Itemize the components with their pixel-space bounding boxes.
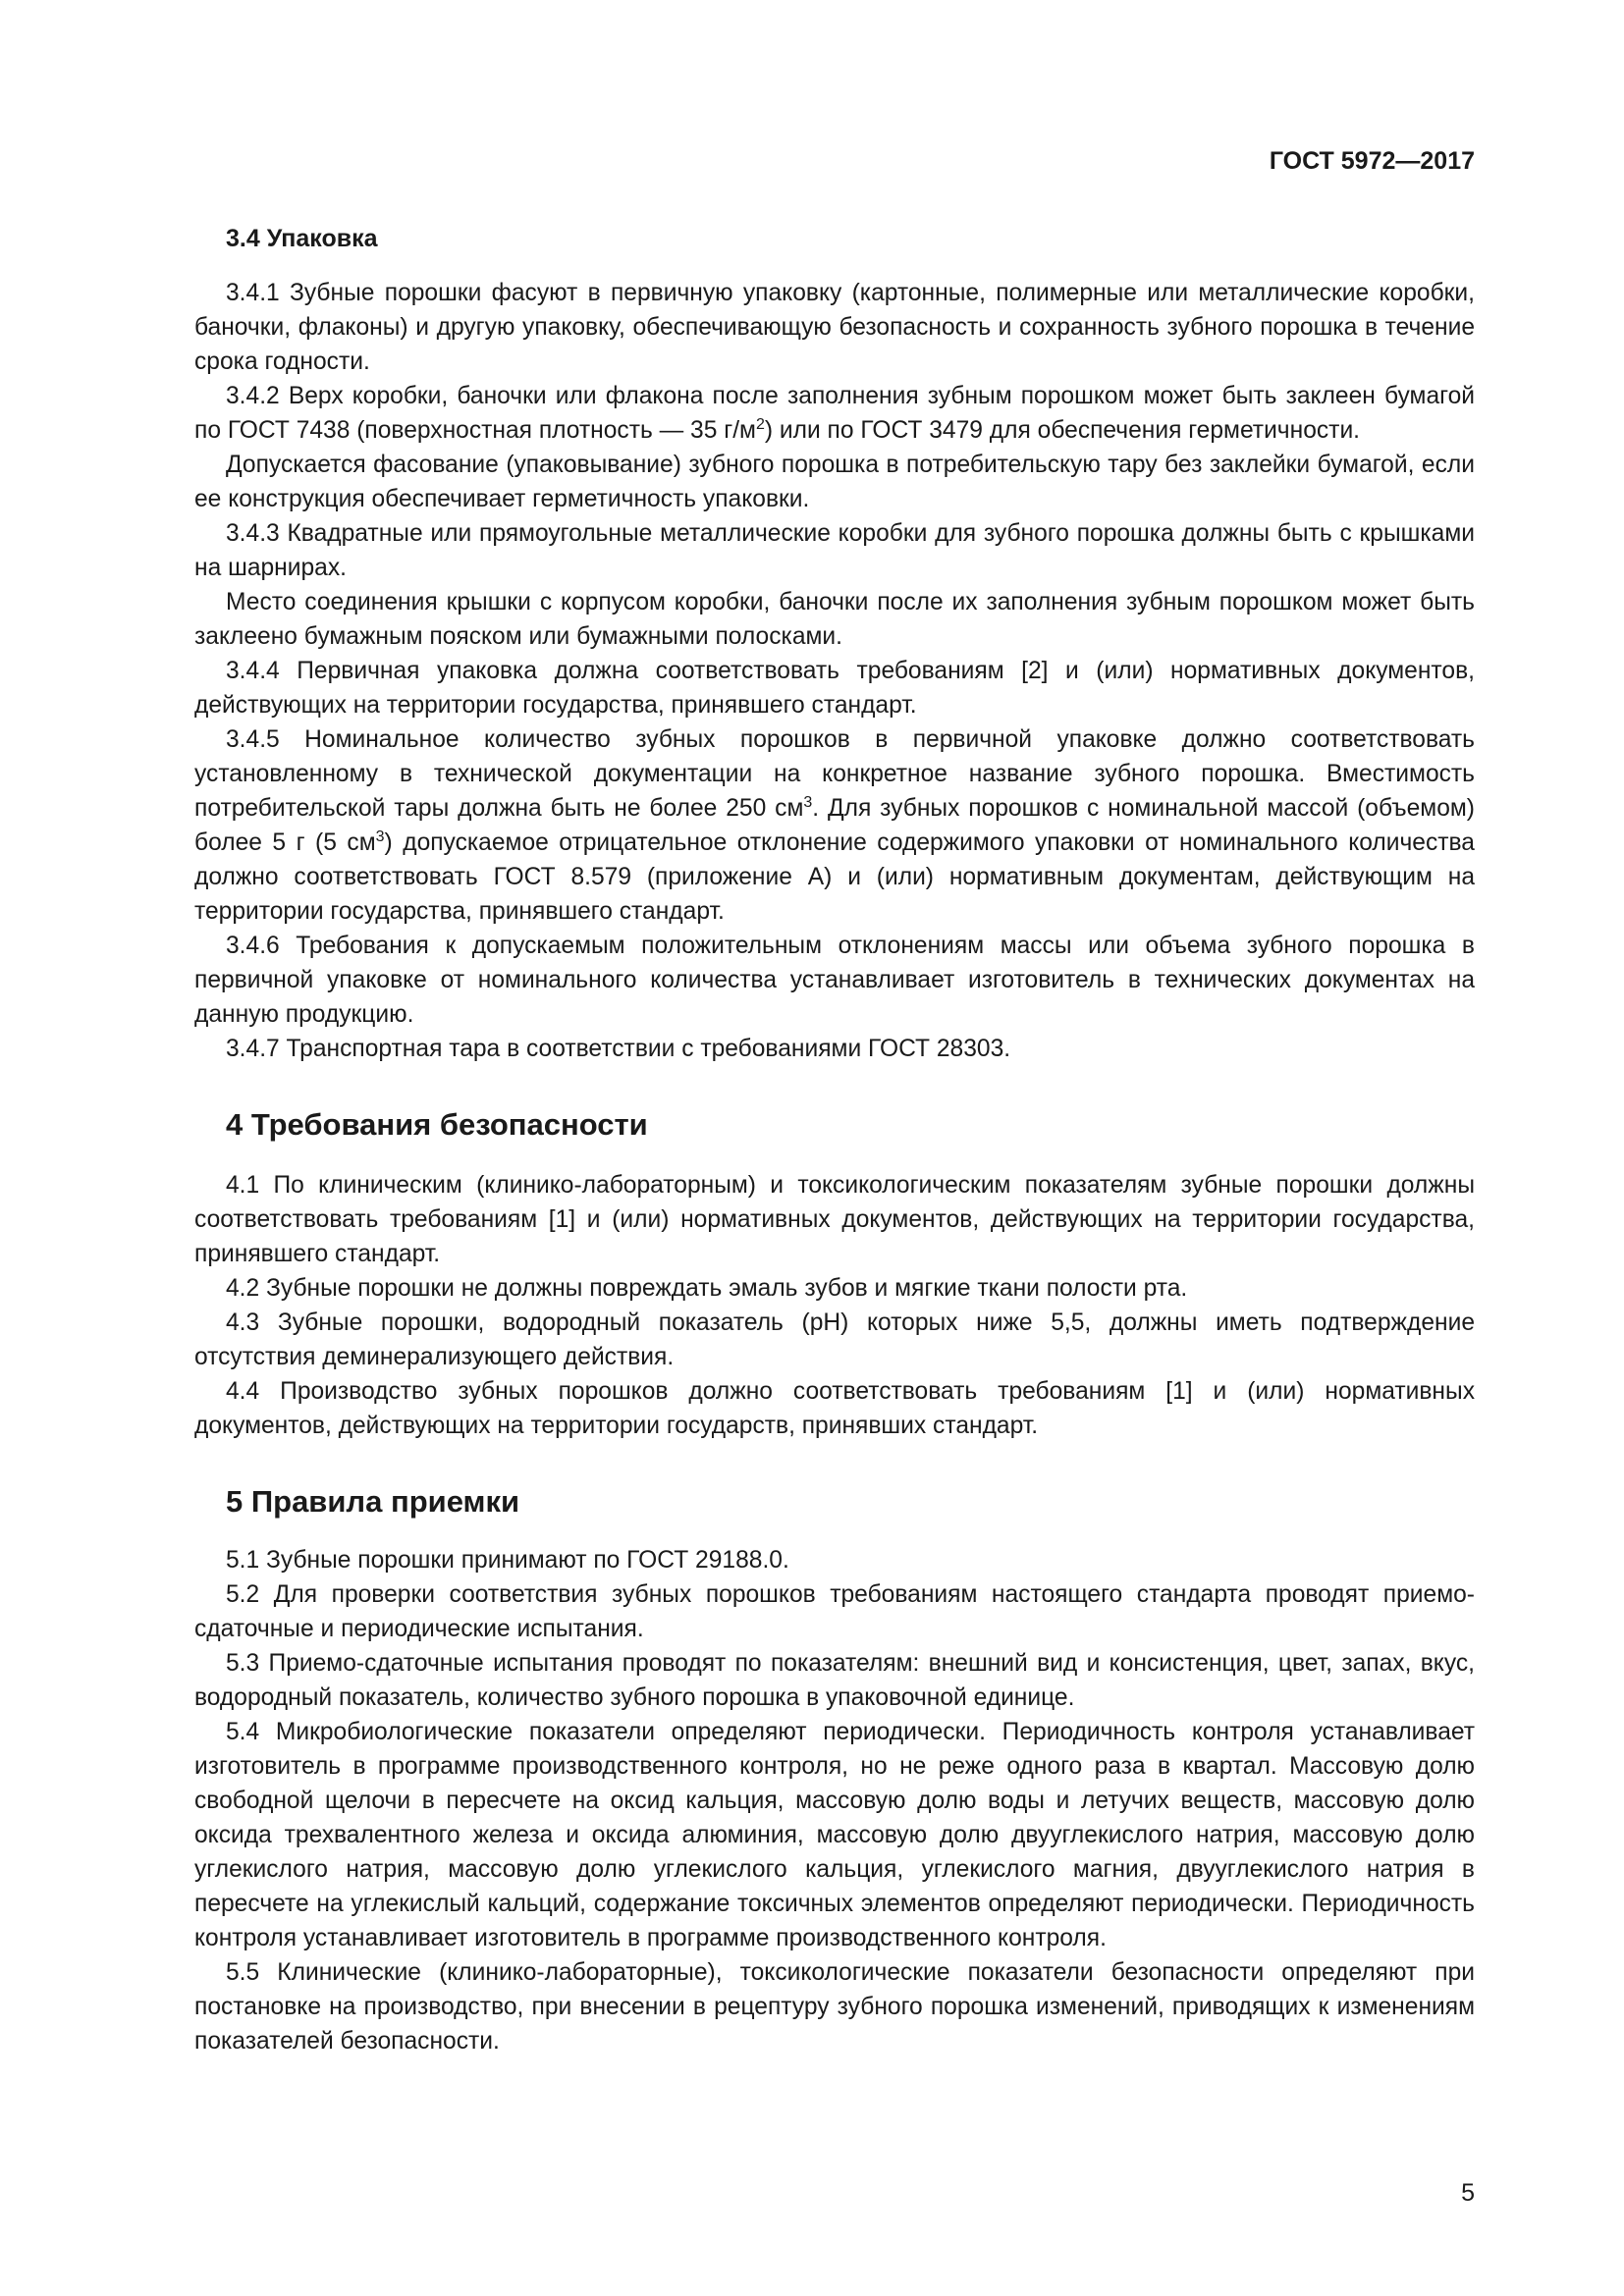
superscript: 3 <box>803 794 813 811</box>
clause-3-4-2-note: Допускается фасование (упаковывание) зубного порошка в потребительскую тару без заклейки бумагой, если ее конструкция обеспечивает герметичность упаковки. <box>194 452 1475 512</box>
clause-text: 3.4.5 Номинальное количество зубных порошков в первичной упаковке должно соответствовать установленному в технической документации на конкретное название зубного порошка. Вместимость потребительской тары должна быть не более 250 см <box>194 726 1475 822</box>
subsection-heading-3-4: 3.4 Упаковка <box>226 225 378 252</box>
document-body <box>194 222 1475 2058</box>
clause-3-4-3: 3.4.3 Квадратные или прямоугольные металлические коробки для зубного порошка должны быть с крышками на шарнирах. <box>194 520 1475 581</box>
clause-5-4: 5.4 Микробиологические показатели определяют периодически. Периодичность контроля устанавливает изготовитель в программе производственного контроля, но не реже одного раза в квартал. Массовую долю свободной щелочи в пересчете на оксид кальция, массовую долю воды и летучих веществ, массовую долю оксида трехвалентного железа и оксида алюминия, массовую долю двууглекислого натрия, массовую долю углекислого натрия, массовую долю углекислого кальция, углекислого магния, двууглекислого натрия в пересчете на углекислый кальций, содержание токсичных элементов определяют периодически. Периодичность контроля устанавливает изготовитель в программе производственного контроля. <box>194 1719 1475 1951</box>
clause-3-4-2 <box>194 379 1475 448</box>
document-id-header: ГОСТ 5972—2017 <box>1269 147 1475 175</box>
superscript: 3 <box>375 828 385 845</box>
clause-3-4-3-note: Место соединения крышки с корпусом коробки, баночки после их заполнения зубным порошком может быть заклеено бумажным пояском или бумажными полосками. <box>194 589 1475 650</box>
clause-text: ) или по ГОСТ 3479 для обеспечения герметичности. <box>764 417 1361 444</box>
clause-3-4-7: 3.4.7 Транспортная тара в соответствии с требованиями ГОСТ 28303. <box>226 1036 1011 1062</box>
clause-3-4-1: 3.4.1 Зубные порошки фасуют в первичную упаковку (картонные, полимерные или металлические коробки, баночки, флаконы) и другую упаковку, обеспечивающую безопасность и сохранность зубного порошка в течение срока годности. <box>194 280 1475 375</box>
section-heading-4: 4 Требования безопасности <box>226 1107 648 1142</box>
clause-4-2: 4.2 Зубные порошки не должны повреждать эмаль зубов и мягкие ткани полости рта. <box>226 1275 1188 1302</box>
clause-5-2: 5.2 Для проверки соответствия зубных порошков требованиям настоящего стандарта проводят приемо-сдаточные и периодические испытания. <box>194 1581 1475 1642</box>
clause-5-3: 5.3 Приемо-сдаточные испытания проводят по показателям: внешний вид и консистенция, цвет, запах, вкус, водородный показатель, количество зубного порошка в упаковочной единице. <box>194 1650 1475 1711</box>
clause-4-3: 4.3 Зубные порошки, водородный показатель (pH) которых ниже 5,5, должны иметь подтверждение отсутствия деминерализующего действия. <box>194 1309 1475 1370</box>
clause-text: 3.4.2 Верх коробки, баночки или флакона после заполнения зубным порошком может быть заклеен бумагой по ГОСТ 7438 (поверхностная плотность — 35 г/м <box>194 383 1475 444</box>
clause-3-4-5 <box>194 722 1475 929</box>
clause-text: . Для зубных порошков с номинальной массой (объемом) более 5 г (5 см <box>194 795 1475 856</box>
clause-4-1: 4.1 По клиническим (клинико-лабораторным) и токсикологическим показателям зубные порошки должны соответствовать требованиям [1] и (или) нормативных документов, действующих на территории государства, принявшего стандарт. <box>194 1172 1475 1267</box>
superscript: 2 <box>755 416 765 433</box>
clause-3-4-4: 3.4.4 Первичная упаковка должна соответствовать требованиям [2] и (или) нормативных документов, действующих на территории государства, принявшего стандарт. <box>194 658 1475 719</box>
clause-5-5: 5.5 Клинические (клинико-лабораторные), токсикологические показатели безопасности определяют при постановке на производство, при внесении в рецептуру зубного порошка изменений, приводящих к изменениям показателей безопасности. <box>194 1959 1475 2055</box>
clause-text: ) допускаемое отрицательное отклонение содержимого упаковки от номинального количества должно соответствовать ГОСТ 8.579 (приложение А) и (или) нормативным документам, действующим на территории государства, принявшего стандарт. <box>194 829 1475 925</box>
clause-3-4-6: 3.4.6 Требования к допускаемым положительным отклонениям массы или объема зубного порошка в первичной упаковке от номинального количества устанавливает изготовитель в технических документах на данную продукцию. <box>194 933 1475 1028</box>
clause-5-1: 5.1 Зубные порошки принимают по ГОСТ 29188.0. <box>226 1547 789 1574</box>
clause-4-4: 4.4 Производство зубных порошков должно соответствовать требованиям [1] и (или) нормативных документов, действующих на территории государств, принявших стандарт. <box>194 1378 1475 1439</box>
page-number: 5 <box>1461 2179 1475 2207</box>
section-heading-5: 5 Правила приемки <box>226 1484 520 1519</box>
